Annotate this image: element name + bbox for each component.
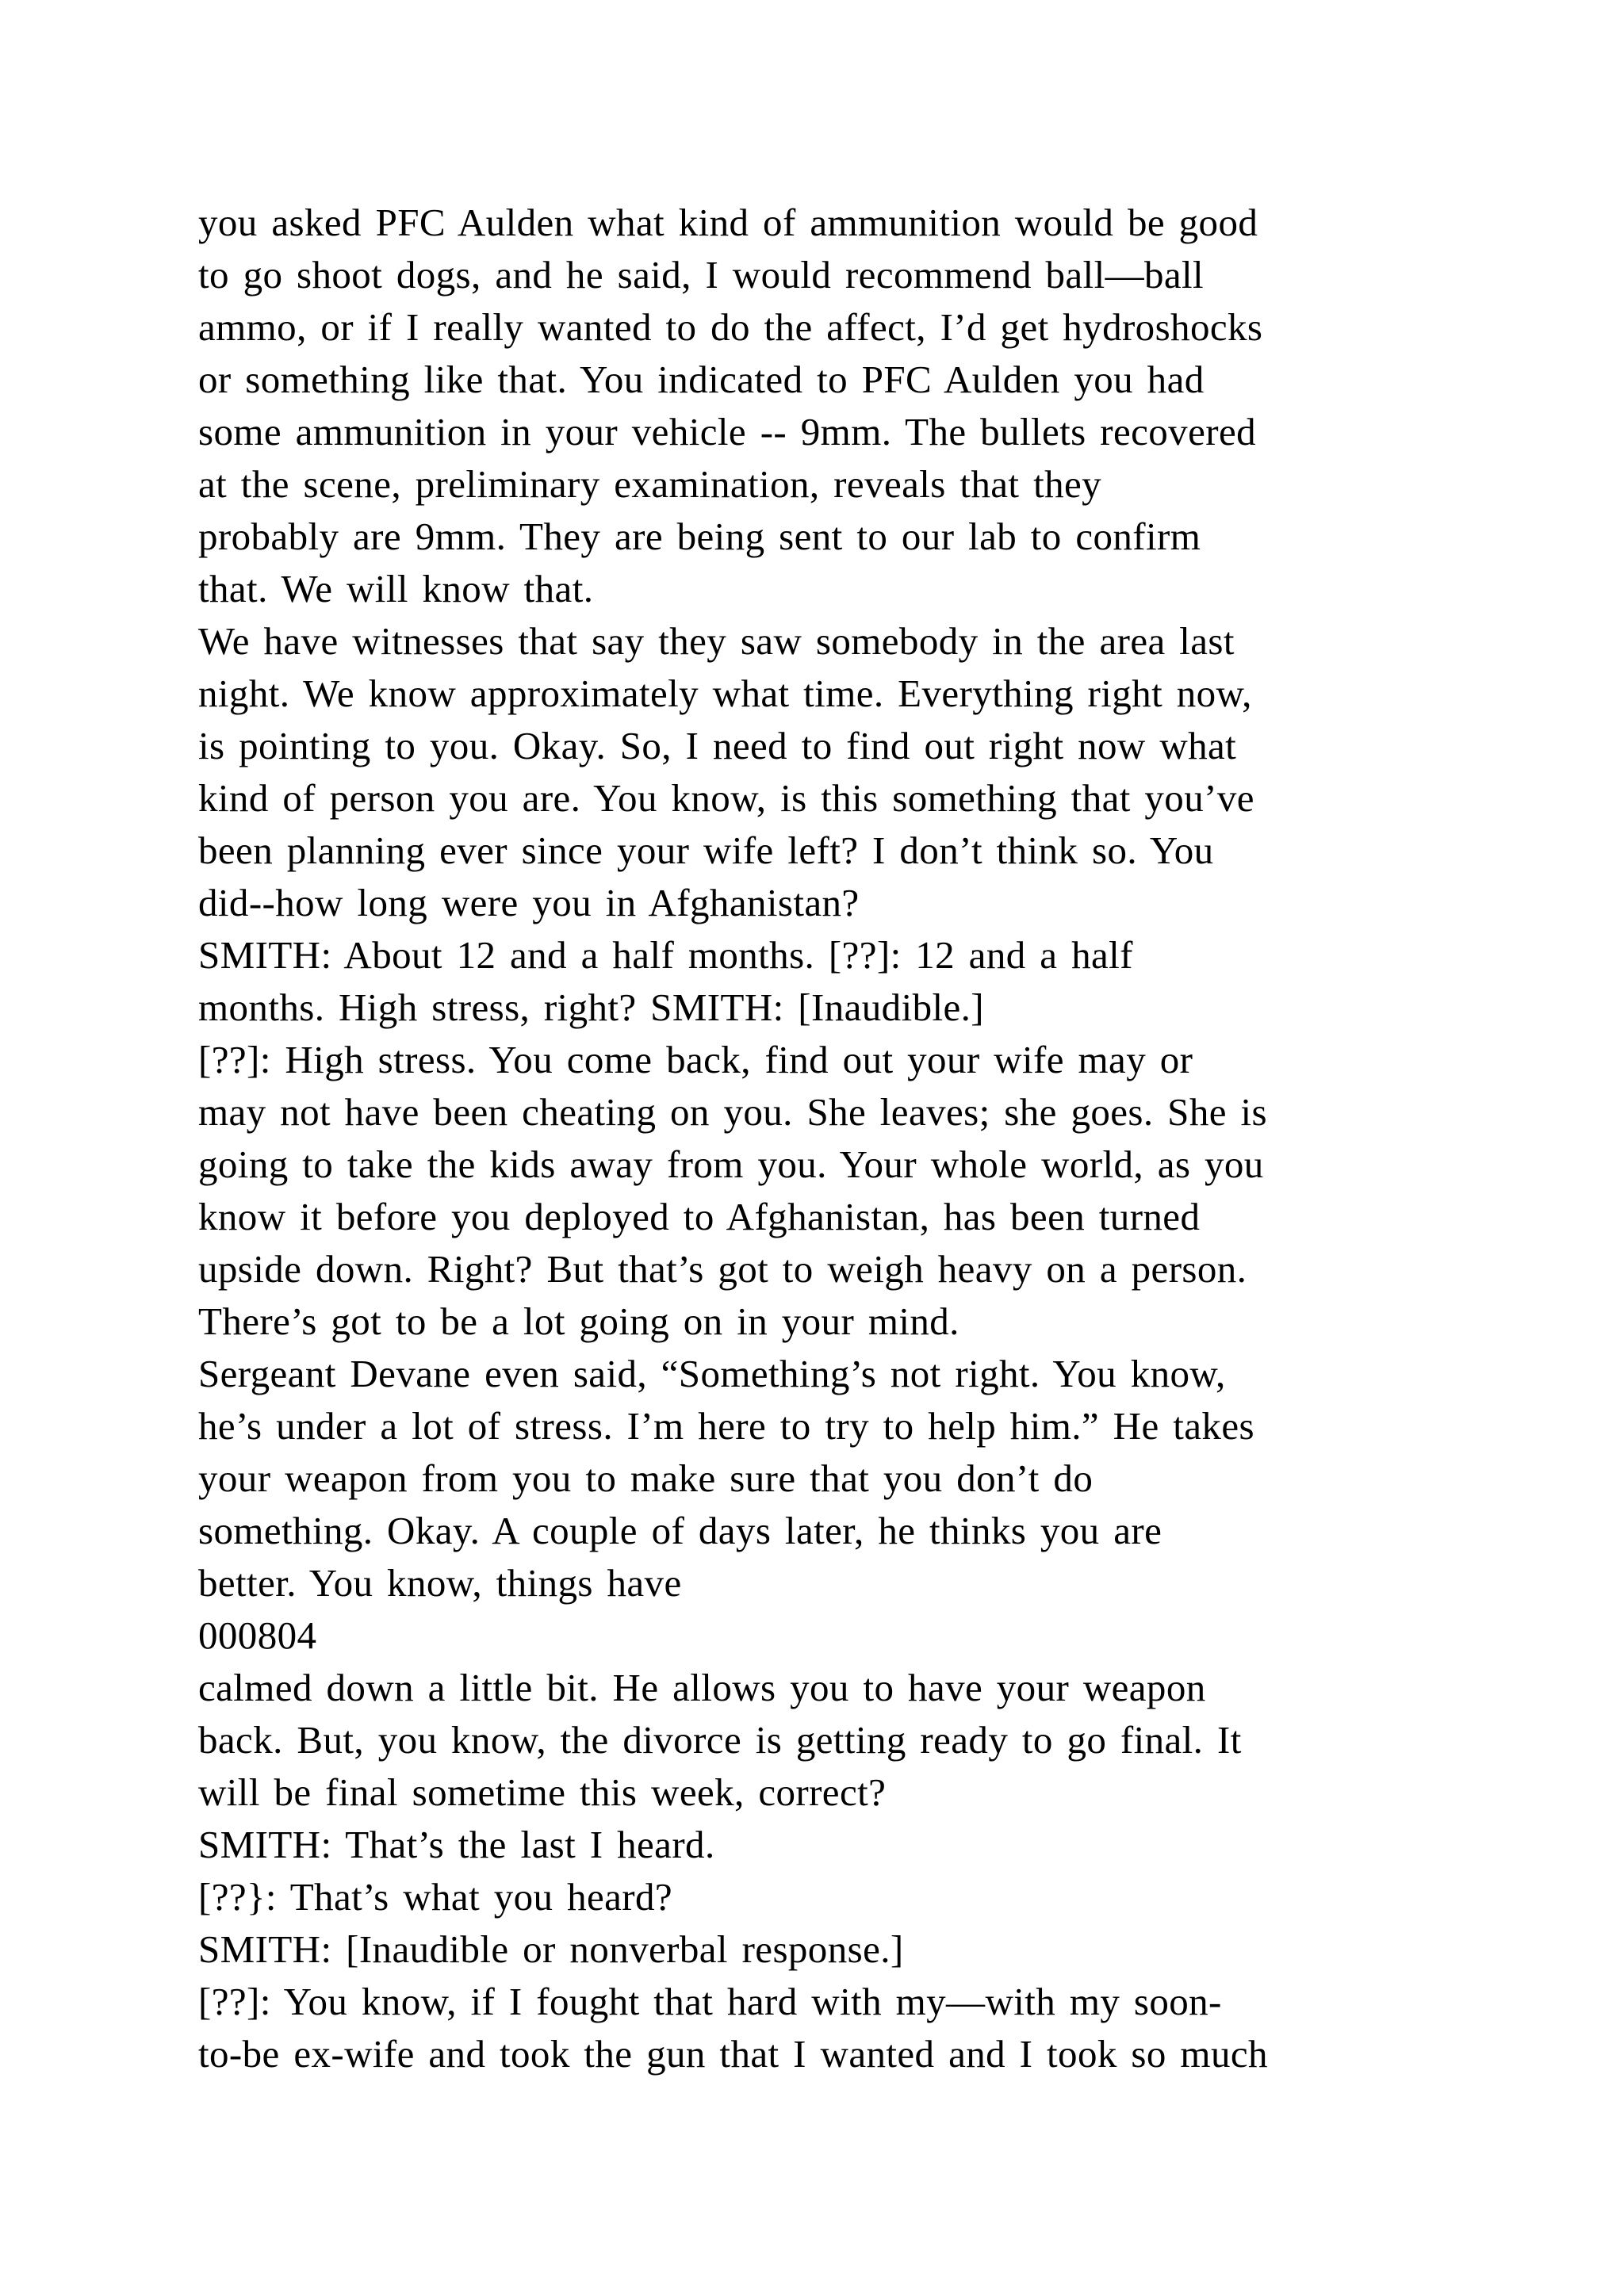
text-line: [??]: High stress. You come back, find out your wife may or xyxy=(198,1038,1193,1081)
text-line: been planning ever since your wife left? I don’t think so. You xyxy=(198,828,1214,872)
text-line: SMITH: That’s the last I heard. xyxy=(198,1823,715,1866)
text-line: or something like that. You indicated to PFC Aulden you had xyxy=(198,358,1205,401)
text-line: There’s got to be a lot going on in your mind. xyxy=(198,1299,959,1343)
text-line: ammo, or if I really wanted to do the affect, I’d get hydroshocks xyxy=(198,305,1263,349)
text-line: at the scene, preliminary examination, reveals that they xyxy=(198,462,1102,506)
text-line: is pointing to you. Okay. So, I need to find out right now what xyxy=(198,724,1237,767)
text-line: SMITH: About 12 and a half months. [??]: 12 and a half xyxy=(198,933,1133,977)
text-line: know it before you deployed to Afghanistan, has been turned xyxy=(198,1195,1201,1238)
text-line: We have witnesses that say they saw somebody in the area last xyxy=(198,619,1235,663)
bates-number: 000804 xyxy=(198,1613,317,1657)
text-line: may not have been cheating on you. She leaves; she goes. She is xyxy=(198,1090,1268,1134)
text-line: upside down. Right? But that’s got to weigh heavy on a person. xyxy=(198,1247,1247,1291)
text-line: better. You know, things have xyxy=(198,1561,682,1605)
text-line: that. We will know that. xyxy=(198,567,594,610)
text-line: going to take the kids away from you. Your whole world, as you xyxy=(198,1142,1264,1186)
text-line: calmed down a little bit. He allows you to have your weapon xyxy=(198,1666,1206,1709)
text-line: will be final sometime this week, correct? xyxy=(198,1770,887,1814)
text-line: he’s under a lot of stress. I’m here to try to help him.” He takes xyxy=(198,1404,1254,1448)
text-line: kind of person you are. You know, is this something that you’ve xyxy=(198,776,1254,820)
transcript-text xyxy=(198,197,1435,2080)
text-line: Sergeant Devane even said, “Something’s not right. You know, xyxy=(198,1352,1226,1395)
text-line: you asked PFC Aulden what kind of ammunition would be good xyxy=(198,201,1258,244)
text-line: your weapon from you to make sure that you don’t do xyxy=(198,1456,1094,1500)
text-line: did--how long were you in Afghanistan? xyxy=(198,881,860,924)
text-line: [??]: You know, if I fought that hard with my—with my soon- xyxy=(198,1980,1222,2023)
text-line: months. High stress, right? SMITH: [Inaudible.] xyxy=(198,985,985,1029)
text-line: [??}: That’s what you heard? xyxy=(198,1875,673,1919)
text-line: to go shoot dogs, and he said, I would recommend ball—ball xyxy=(198,253,1205,297)
text-line: night. We know approximately what time. Everything right now, xyxy=(198,672,1252,715)
text-line: some ammunition in your vehicle -- 9mm. The bullets recovered xyxy=(198,410,1256,453)
text-line: back. But, you know, the divorce is getting ready to go final. It xyxy=(198,1718,1242,1762)
text-line: to-be ex-wife and took the gun that I wanted and I took so much xyxy=(198,2032,1268,2076)
text-line: probably are 9mm. They are being sent to our lab to confirm xyxy=(198,515,1201,558)
text-line: something. Okay. A couple of days later, he thinks you are xyxy=(198,1509,1162,1552)
text-line: SMITH: [Inaudible or nonverbal response.] xyxy=(198,1927,904,1971)
